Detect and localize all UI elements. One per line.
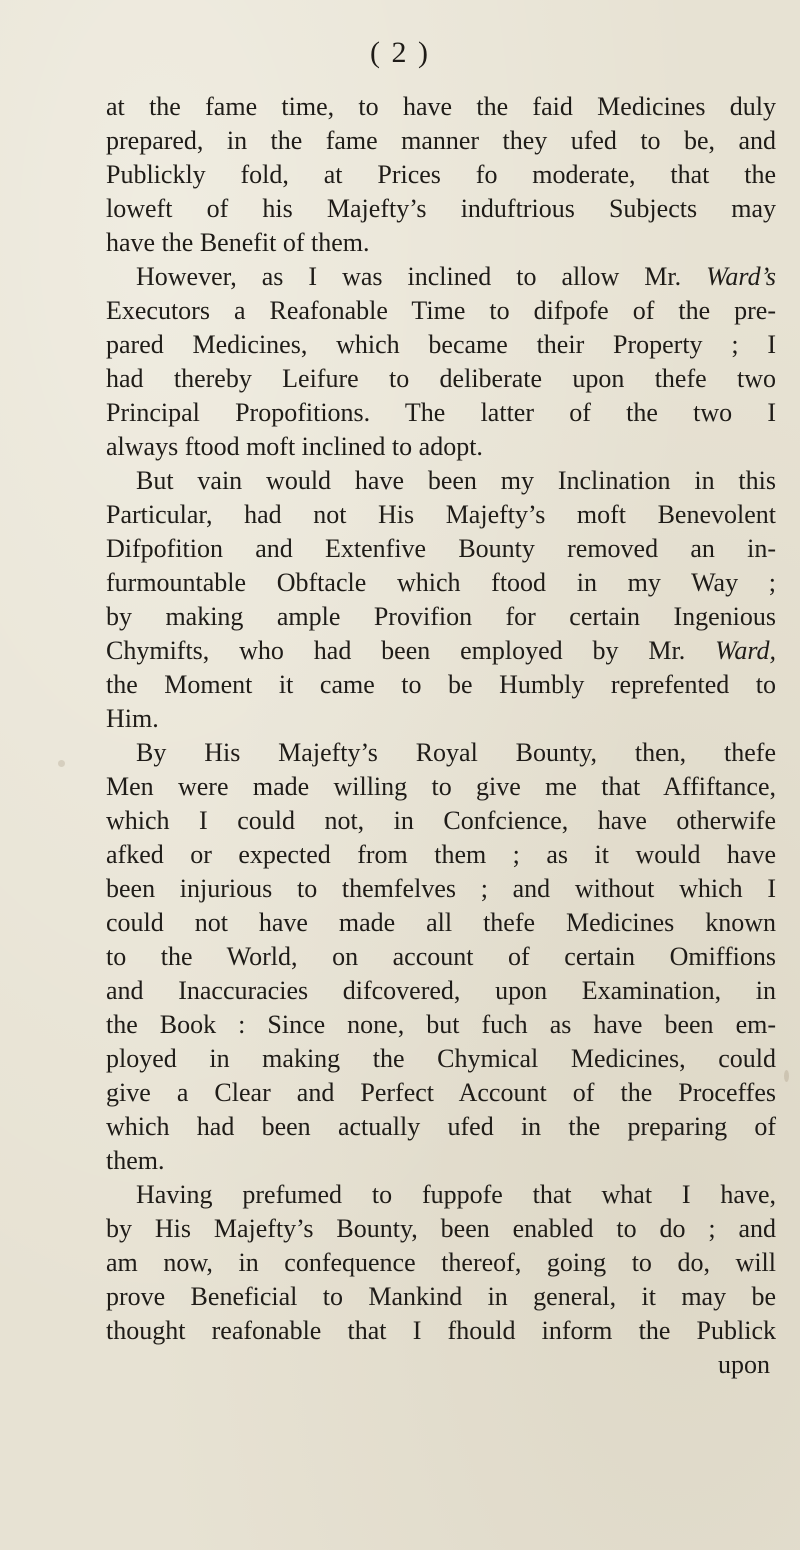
text-segment: them. (106, 1146, 165, 1175)
text-segment: Him. (106, 704, 159, 733)
text-segment: However, as I was inclined to allow Mr. (136, 262, 707, 291)
text-line (106, 124, 776, 158)
page-number: ( 2 ) (370, 36, 430, 69)
text-line (106, 192, 776, 226)
text-segment: by His Majefty’s Bounty, been enabled to do ; and (106, 1214, 776, 1243)
text-line (106, 1144, 776, 1178)
text-segment: could not have made all thefe Medicines known (106, 908, 776, 937)
text-segment: Having prefumed to fuppofe that what I have, (136, 1180, 776, 1209)
text-segment: by making ample Provifion for certain Ingenious (106, 602, 776, 631)
text-segment: furmountable Obftacle which ftood in my Way ; (106, 568, 776, 597)
text-segment: afked or expected from them ; as it would have (106, 840, 776, 869)
text-segment: Particular, had not His Majefty’s moft Benevolent (106, 500, 776, 529)
text-line (106, 736, 776, 770)
text-line (106, 396, 776, 430)
text-segment: have the Benefit of them. (106, 228, 370, 257)
catchword (106, 1348, 776, 1382)
text-line (106, 804, 776, 838)
text-line (106, 600, 776, 634)
text-segment: the Moment it came to be Humbly reprefented to (106, 670, 776, 699)
text-line (106, 260, 776, 294)
text-segment: Executors a Reafonable Time to difpofe of the pre- (106, 296, 776, 325)
text-line (106, 430, 776, 464)
text-line (106, 498, 776, 532)
text-line (106, 566, 776, 600)
text-segment: to the World, on account of certain Omiffions (106, 942, 776, 971)
text-line (106, 872, 776, 906)
text-line (106, 464, 776, 498)
text-segment: thought reafonable that I fhould inform the Publick (106, 1316, 776, 1345)
text-line (106, 90, 776, 124)
foxing-spot (784, 1070, 789, 1082)
text-segment: But vain would have been my Inclination in this (136, 466, 776, 495)
text-line (106, 1110, 776, 1144)
text-segment: had thereby Leifure to deliberate upon thefe two (106, 364, 776, 393)
text-segment: pared Medicines, which became their Property ; I (106, 330, 776, 359)
text-line (106, 668, 776, 702)
text-segment: give a Clear and Perfect Account of the Proceffes (106, 1078, 776, 1107)
text-segment: the Book : Since none, but fuch as have been em- (106, 1010, 776, 1039)
text-line (106, 1314, 776, 1348)
text-segment: always ftood moft inclined to adopt. (106, 432, 483, 461)
text-line (106, 158, 776, 192)
body-text (106, 90, 776, 1382)
text-segment: upon (718, 1350, 770, 1379)
foxing-spot (58, 760, 65, 767)
text-line (106, 294, 776, 328)
text-segment: been injurious to themfelves ; and without which I (106, 874, 776, 903)
text-segment: prepared, in the fame manner they ufed to be, and (106, 126, 776, 155)
text-line (106, 1246, 776, 1280)
text-line (106, 940, 776, 974)
text-line (106, 838, 776, 872)
text-segment: prove Beneficial to Mankind in general, it may be (106, 1282, 776, 1311)
text-segment: ployed in making the Chymical Medicines, could (106, 1044, 776, 1073)
text-line (106, 1076, 776, 1110)
text-segment: Difpofition and Extenfive Bounty removed an in- (106, 534, 776, 563)
text-segment: and Inaccuracies difcovered, upon Examination, in (106, 976, 776, 1005)
text-line (106, 1212, 776, 1246)
text-line (106, 532, 776, 566)
text-segment: loweft of his Majefty’s induftrious Subjects may (106, 194, 776, 223)
text-segment: By His Majefty’s Royal Bounty, then, thefe (136, 738, 776, 767)
text-line (106, 974, 776, 1008)
text-line (106, 1042, 776, 1076)
text-line (106, 770, 776, 804)
text-segment: Men were made willing to give me that Affiftance, (106, 772, 776, 801)
text-line (106, 634, 776, 668)
text-line (106, 226, 776, 260)
text-segment: at the fame time, to have the faid Medicines duly (106, 92, 776, 121)
text-segment: Principal Propofitions. The latter of the two I (106, 398, 776, 427)
text-segment: am now, in confequence thereof, going to do, will (106, 1248, 776, 1277)
italic-name: Ward, (715, 636, 776, 665)
text-line (106, 1280, 776, 1314)
text-line (106, 362, 776, 396)
text-line (106, 328, 776, 362)
text-segment: which I could not, in Confcience, have otherwife (106, 806, 776, 835)
text-line (106, 702, 776, 736)
text-line (106, 1008, 776, 1042)
text-segment: Chymifts, who had been employed by Mr. (106, 636, 716, 665)
text-segment: which had been actually ufed in the preparing of (106, 1112, 776, 1141)
text-line (106, 906, 776, 940)
text-segment: Publickly fold, at Prices fo moderate, that the (106, 160, 776, 189)
text-line (106, 1178, 776, 1212)
italic-name: Ward’s (706, 262, 776, 291)
